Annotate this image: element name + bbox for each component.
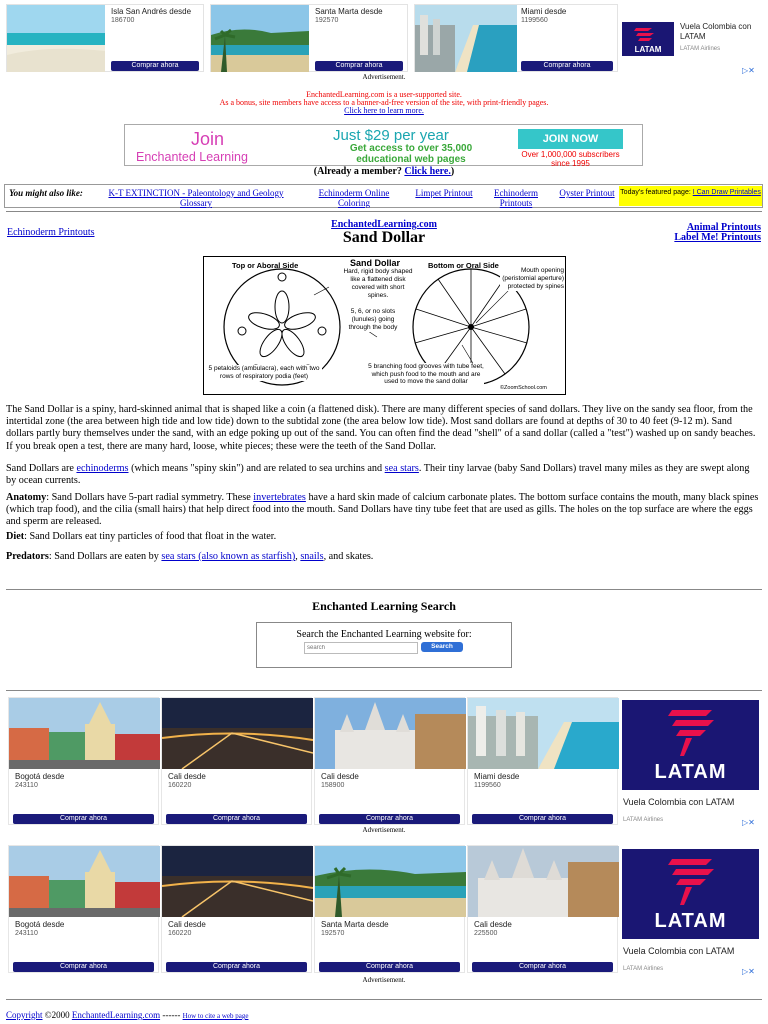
ad-price: 186700	[111, 17, 135, 24]
ad-title: Santa Marta desde	[315, 7, 383, 16]
divider	[6, 211, 762, 212]
ad-card-bogota[interactable]	[8, 845, 159, 973]
p2-text-a: Sand Dollars are	[6, 463, 77, 474]
beach-photo	[7, 5, 105, 72]
animal-printouts-link[interactable]: Animal Printouts	[686, 222, 761, 233]
ad-title: Cali desde	[474, 920, 512, 929]
ad-card-bogota[interactable]	[8, 697, 159, 825]
church-photo	[468, 846, 619, 917]
adchoices-icon[interactable]: ▷✕	[742, 818, 755, 827]
ad-card-santa-marta[interactable]	[314, 845, 465, 973]
adchoices-icon[interactable]: ▷✕	[742, 967, 755, 976]
buy-button[interactable]: Comprar ahora	[166, 814, 307, 824]
footer-dashes: ------	[160, 1010, 183, 1020]
related-link	[484, 188, 548, 208]
diagram-credit: ©ZoomSchool.com	[500, 385, 547, 391]
echinoderms-link[interactable]: echinoderms	[76, 463, 129, 474]
notice-learn-more	[0, 106, 768, 115]
join-banner[interactable]	[124, 124, 643, 166]
member-login-link[interactable]: Click here.	[404, 166, 451, 177]
church-photo	[315, 698, 466, 769]
related-label: You might also like:	[9, 188, 83, 198]
buy-button[interactable]: Comprar ahora	[13, 814, 154, 824]
p5-text-b: ,	[295, 551, 301, 562]
latam-headline[interactable]: Vuela Colombia con LATAM	[680, 22, 752, 41]
predators-label: Predators	[6, 551, 49, 562]
page-title: Sand Dollar	[342, 229, 426, 246]
grooves-description: 5 branching food grooves with tube feet, which push food to the mouth and are used to move the sand dollar	[368, 363, 484, 385]
ad-card-san-andres[interactable]	[6, 4, 204, 72]
ad-title: Cali desde	[321, 772, 359, 781]
footer-site-link[interactable]: EnchantedLearning.com	[71, 1010, 161, 1020]
divider	[6, 690, 762, 691]
ad-price: 192570	[321, 930, 345, 937]
ad-card-cali-church[interactable]	[467, 845, 618, 973]
p5-text-a: : Sand Dollars are eaten by	[48, 551, 162, 562]
svg-text:LATAM: LATAM	[634, 45, 662, 54]
ad-card-cali[interactable]	[161, 697, 312, 825]
featured-label: Today's featured page:	[620, 189, 691, 196]
ad-card-miami[interactable]	[414, 4, 618, 72]
bottom-side-label: Bottom or Oral Side	[428, 261, 499, 270]
miami-photo	[468, 698, 619, 769]
p2-text-c: . Their tiny larvae (baby Sand Dollars) travel many miles as they are swept along by ocean currents.	[6, 463, 750, 487]
already-member-text: (Already a member?	[313, 166, 402, 177]
latam-brand: LATAM Airlines	[680, 46, 721, 52]
article-paragraph-predators	[6, 551, 762, 563]
slots-description: 5, 6, or no slots (lunules) going through the body	[348, 308, 398, 331]
ad-title: Cali desde	[168, 772, 206, 781]
diet-label: Diet	[6, 531, 25, 542]
top-side-label: Top or Aboral Side	[232, 261, 299, 270]
featured-page-box	[619, 186, 762, 206]
mouth-description: Mouth opening (peristomial aperture) protected by spines	[500, 267, 564, 291]
already-member	[0, 166, 768, 177]
buy-button[interactable]: Comprar ahora	[521, 61, 613, 71]
latam-headline[interactable]: Vuela Colombia con LATAM	[623, 946, 735, 956]
join-sub2: educational web pages	[356, 154, 466, 165]
latam-logo[interactable]	[622, 22, 674, 56]
related-link-echinoderm[interactable]: Echinoderm Printouts	[494, 188, 538, 208]
buy-button[interactable]: Comprar ahora	[472, 814, 613, 824]
article-paragraph-2	[6, 463, 762, 487]
ad-title: Miami desde	[474, 772, 520, 781]
ad-card-santa-marta[interactable]	[210, 4, 408, 72]
ad-title: Bogotá desde	[15, 920, 65, 929]
miami-photo	[415, 5, 517, 72]
search-box	[256, 622, 512, 668]
ad-title: Santa Marta desde	[321, 920, 389, 929]
article-paragraph-1: The Sand Dollar is a spiny, hard-skinned animal that is shaped like a coin (a flattened disk). There are many different species of sand dollars. They live on the sandy sea floor, from the intertidal zone (the area between high tide and low tide) down to the subtidal zone (the area below low tide). Most sand dollars are found at depths of 30 to 40 feet (9-12 m). Sand dollars partly bury themselves under the sand, with an edge poking up out of the sand. You can often find the dead "shell" of a sand dollar (called a "test") washed up on sandy beaches. If you break open a test, there are many hard, loose, white pieces; these were the teeth of the Sand Dollar.	[6, 404, 756, 452]
latam-brand: LATAM Airlines	[623, 817, 664, 823]
footer-year: ©2000	[42, 1010, 72, 1020]
p2-text-b: (which means "spiny skin") and are related to sea urchins and	[128, 463, 385, 474]
ad-price: 192570	[315, 17, 339, 24]
bogota-photo	[9, 846, 160, 917]
latam-brand: LATAM Airlines	[623, 966, 664, 972]
header-right	[674, 223, 761, 243]
latam-emblem-icon	[622, 22, 674, 56]
search-input[interactable]	[304, 642, 418, 654]
bogota-photo	[9, 698, 160, 769]
sea-stars-link[interactable]: sea stars	[384, 463, 419, 474]
related-link-oyster[interactable]: Oyster Printout	[559, 188, 615, 198]
ad-title: Cali desde	[168, 920, 206, 929]
buy-button[interactable]: Comprar ahora	[111, 61, 199, 71]
ad-card-miami[interactable]	[467, 697, 618, 825]
already-member-close: )	[450, 166, 455, 177]
echinoderm-printouts-link[interactable]: Echinoderm Printouts	[7, 227, 95, 238]
p5-text-c: , and skates.	[323, 551, 374, 562]
bay-photo	[315, 846, 466, 917]
related-link	[556, 188, 618, 198]
ad-title: Miami desde	[521, 7, 567, 16]
invertebrates-link[interactable]: invertebrates	[253, 492, 306, 503]
bay-photo	[211, 5, 309, 72]
learn-more-link[interactable]: Click here to learn more.	[344, 106, 424, 115]
cali-night-photo	[162, 698, 313, 769]
ad-price: 1199560	[521, 17, 548, 24]
sand-dollar-diagram	[203, 256, 566, 395]
buy-button[interactable]: Comprar ahora	[166, 962, 307, 972]
ad-price: 243110	[15, 782, 38, 789]
advertisement-label: Advertisement.	[362, 976, 406, 984]
price-text: Just $29 per year	[333, 127, 449, 144]
p3-text-a: : Sand Dollars have 5-part radial symmetry. These	[46, 492, 254, 503]
petaloids-description: 5 petaloids (ambulacra), each with two rows of respiratory podia (feet)	[206, 365, 322, 381]
label-me-printouts-link[interactable]: Label Me! Printouts	[674, 232, 761, 243]
latam-logo-text: LATAM	[654, 761, 727, 783]
buy-button[interactable]: Comprar ahora	[319, 814, 460, 824]
ad-price: 158900	[321, 782, 345, 789]
ad-price: 1199560	[474, 782, 501, 789]
join-sub1: Get access to over 35,000	[349, 143, 473, 154]
latam-logo-text: LATAM	[654, 910, 727, 932]
related-link	[412, 188, 476, 198]
join-text: Join	[191, 129, 225, 149]
notice-line2: As a bonus, site members have access to a banner-ad-free version of the site, with print-friendly pages.	[219, 98, 549, 107]
ad-price: 243110	[15, 930, 38, 937]
ad-title: Isla San Andrés desde	[111, 7, 192, 16]
related-link-coloring[interactable]: Echinoderm Online Coloring	[318, 188, 390, 208]
snails-link[interactable]: snails	[300, 551, 324, 562]
buy-button[interactable]: Comprar ahora	[315, 61, 403, 71]
related-link	[96, 188, 296, 208]
ad-price: 225500	[474, 930, 498, 937]
related-link-kt[interactable]: K-T EXTINCTION - Paleontology and Geology Glossary	[108, 188, 284, 208]
divider	[6, 589, 762, 590]
join-subtext	[331, 143, 491, 165]
starfish-link[interactable]: sea stars (also known as starfish)	[161, 551, 296, 562]
cite-link[interactable]: How to cite a web page	[182, 1012, 249, 1020]
copyright-link[interactable]: Copyright	[6, 1010, 43, 1020]
join-now-button[interactable]: JOIN NOW	[518, 129, 623, 149]
buy-button[interactable]: Comprar ahora	[13, 962, 154, 972]
ad-card-cali-church[interactable]	[314, 697, 465, 825]
buy-button[interactable]: Comprar ahora	[319, 962, 460, 972]
latam-ad-logo[interactable]	[622, 700, 759, 790]
search-prompt: Search the Enchanted Learning website for:	[296, 629, 472, 640]
footer	[6, 1010, 248, 1020]
ad-price: 160220	[168, 930, 192, 937]
ad-card-cali[interactable]	[161, 845, 312, 973]
article-paragraph-anatomy	[6, 492, 762, 529]
related-link-limpet[interactable]: Limpet Printout	[415, 188, 473, 198]
subs-line2: since 1995	[551, 159, 590, 168]
advertisement-label: Advertisement.	[362, 73, 406, 81]
adchoices-icon[interactable]: ▷✕	[742, 66, 755, 75]
site-home-link[interactable]: EnchantedLearning.com	[331, 219, 437, 230]
ad-price: 160220	[168, 782, 192, 789]
featured-link[interactable]: I Can Draw Printables	[692, 189, 761, 196]
buy-button[interactable]: Comprar ahora	[472, 962, 613, 972]
advertisement-label: Advertisement.	[362, 826, 406, 834]
anatomy-label: Anatomy	[6, 492, 47, 503]
related-link	[306, 188, 402, 208]
subs-line1: Over 1,000,000 subscribers	[521, 150, 620, 159]
latam-ad-logo[interactable]	[622, 849, 759, 939]
body-description: Hard, rigid body shaped like a flattened disk covered with short spines.	[343, 268, 413, 299]
cali-night-photo	[162, 846, 313, 917]
latam-headline[interactable]: Vuela Colombia con LATAM	[623, 797, 735, 807]
notice-line1: EnchantedLearning.com is a user-supported site.	[306, 90, 462, 99]
p4-text: : Sand Dollars eat tiny particles of food that float in the water.	[24, 531, 277, 542]
search-heading: Enchanted Learning Search	[312, 599, 456, 613]
p3-text-b: have a hard skin made of calcium carbonate plates. The bottom surface contains the mouth, many black spines (which trap food), and the cilia (small hairs) that help direct food into the mouth. Sand Dollars have tiny tube feet that are used as gills. The holes on the top surface are where the eggs and sperm are released.	[6, 492, 759, 528]
brand-text: Enchanted Learning	[136, 150, 248, 164]
ad-title: Bogotá desde	[15, 772, 65, 781]
divider	[6, 999, 762, 1000]
diagram-title: Sand Dollar	[350, 258, 401, 268]
search-button[interactable]: Search	[421, 642, 463, 652]
article-paragraph-diet	[6, 531, 762, 543]
